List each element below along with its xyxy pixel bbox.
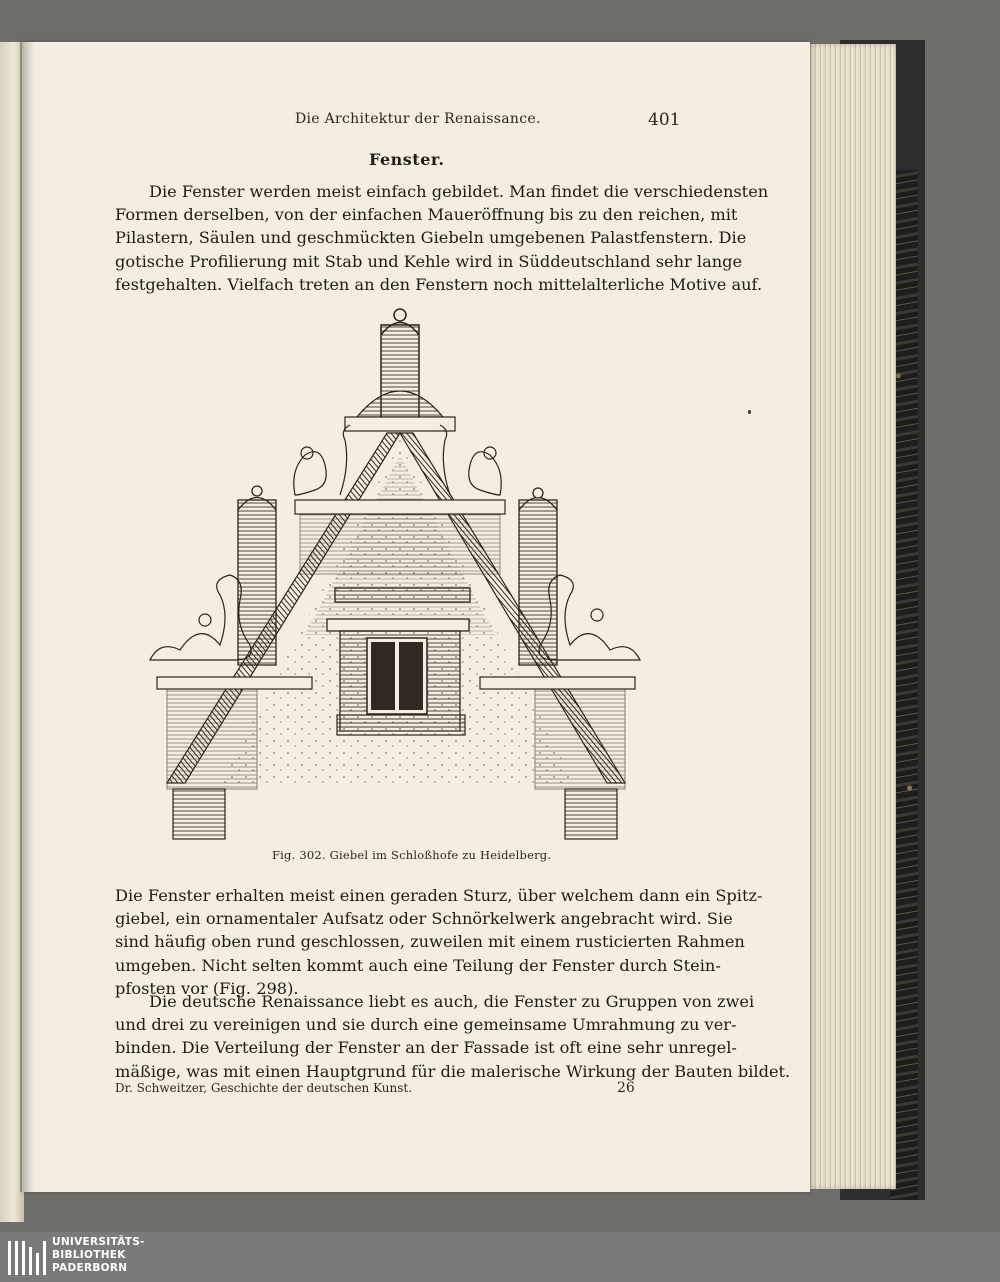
text-line: Formen derselben, von der einfachen Maueröffnung bis zu den reichen, mit: [115, 205, 738, 225]
text-line: pfosten vor (Fig. 298).: [115, 978, 299, 998]
text-line: gotische Profilierung mit Stab und Kehle wird in Süddeutschland sehr lange: [115, 251, 743, 271]
library-logo-icon: [6, 1237, 46, 1279]
gable-illustration: [145, 305, 645, 845]
text-line: und drei zu vereinigen und sie durch eine gemeinsame Umrahmung zu ver-: [115, 1015, 737, 1035]
running-head: Die Architektur der Renaissance.: [295, 111, 541, 127]
text-line: giebel, ein ornamentaler Aufsatz oder Schnörkelwerk angebracht wird. Sie: [115, 909, 733, 929]
paragraph-3: [115, 990, 791, 1083]
text-line: sind häufig oben rund geschlossen, zuweilen mit einem rusticierten Rahmen: [115, 932, 745, 952]
paragraph-2: [115, 884, 763, 1000]
page-edges: [808, 44, 896, 1189]
text-line: festgehalten. Vielfach treten an den Fenstern noch mittelalterliche Motive auf.: [115, 274, 763, 294]
ink-speck: [748, 410, 751, 414]
text-line: Die Fenster werden meist einfach gebildet. Man findet die verschiedensten: [149, 182, 769, 201]
library-name-line: BIBLIOTHEK: [52, 1249, 126, 1261]
page-number: 401: [648, 110, 681, 130]
text-line: Die Fenster erhalten meist einen geraden Sturz, über welchem dann ein Spitz-: [115, 886, 763, 905]
library-name-line: PADERBORN: [52, 1262, 128, 1274]
paragraph-1: [115, 180, 769, 296]
footer-author-title: Dr. Schweitzer, Geschichte der deutschen Kunst.: [115, 1081, 413, 1095]
figure-caption: Fig. 302. Giebel im Schloßhofe zu Heidelberg.: [272, 848, 552, 862]
text-line: umgeben. Nicht selten kommt auch eine Teilung der Fenster durch Stein-: [115, 955, 721, 975]
library-footer-bar: [0, 1232, 1000, 1282]
library-name: [52, 1236, 145, 1275]
text-line: mäßige, was mit einen Hauptgrund für die malerische Wirkung der Bauten bildet.: [115, 1061, 791, 1081]
text-line: Die deutsche Renaissance liebt es auch, die Fenster zu Gruppen von zwei: [149, 992, 755, 1011]
gutter-shadow: [20, 42, 34, 1192]
section-heading: Fenster.: [369, 150, 445, 169]
text-line: Pilastern, Säulen und geschmückten Giebeln umgebenen Palastfenstern. Die: [115, 228, 747, 248]
footer-signature: 26: [617, 1080, 635, 1096]
library-name-line: UNIVERSITÄTS-: [52, 1236, 145, 1248]
text-line: binden. Die Verteilung der Fenster an der Fassade ist oft eine sehr unregel-: [115, 1038, 737, 1058]
